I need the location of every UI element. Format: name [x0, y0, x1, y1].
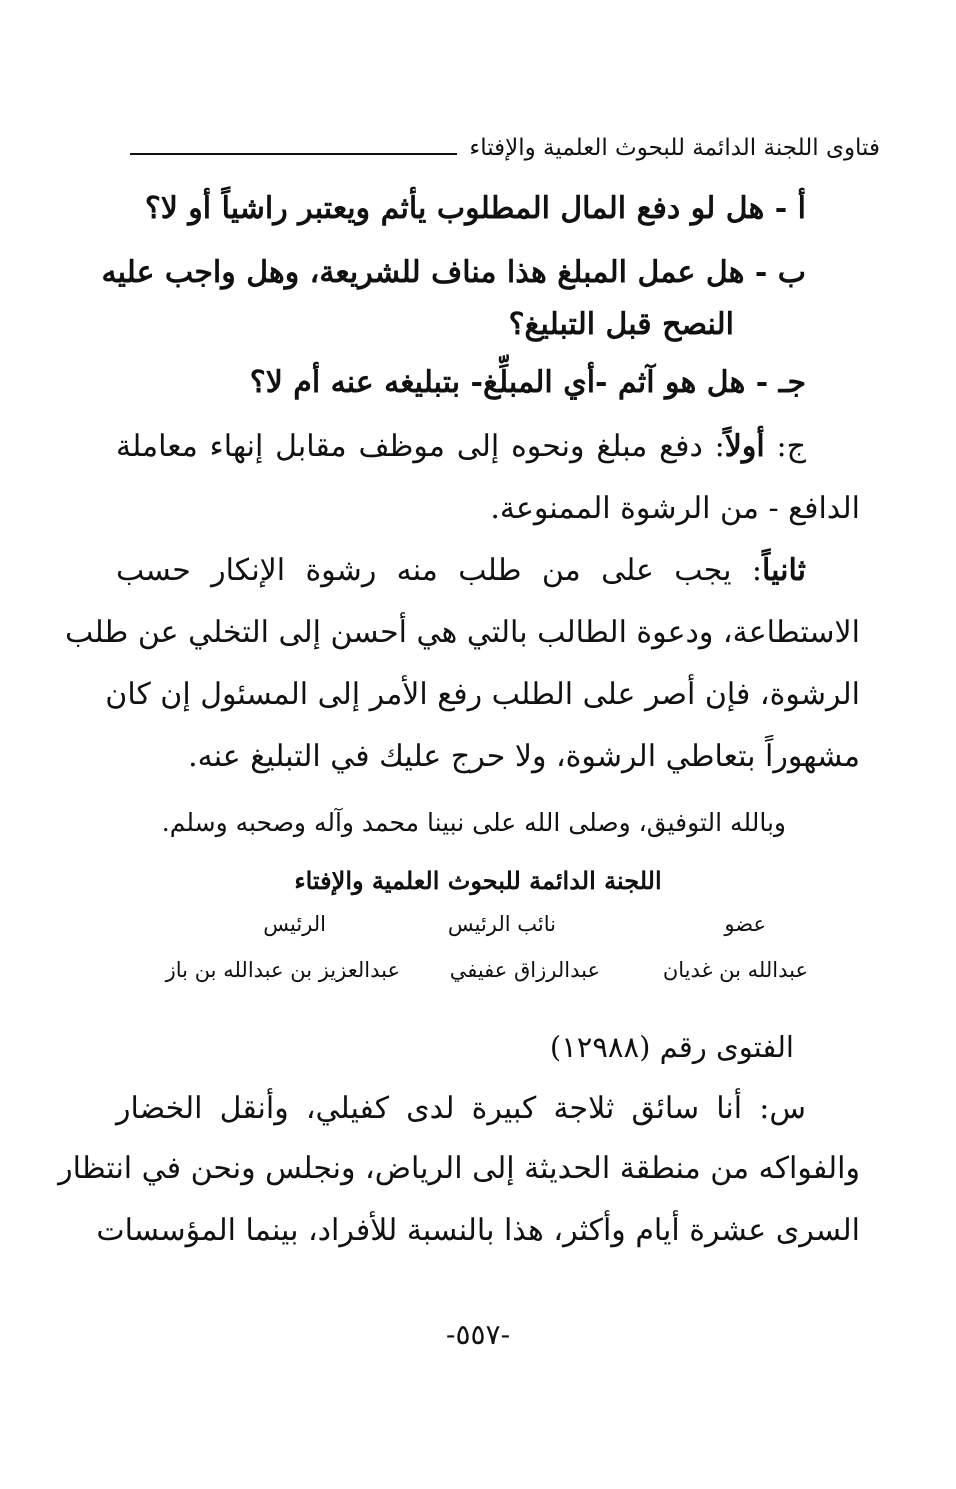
answer-first-line2: الدافع - من الرشوة الممنوعة. — [490, 491, 860, 526]
question-a: أ - هل لو دفع المال المطلوب يأثم ويعتبر راشياً أو لا؟ — [144, 191, 806, 226]
answer-second-text: : يجب على من طلب منه رشوة الإنكار حسب — [116, 553, 762, 588]
answer-first-text: : دفع مبلغ ونحوه إلى موظف مقابل إنهاء معاملة — [116, 429, 725, 464]
answer-second-line1 — [116, 548, 806, 594]
running-header — [130, 128, 880, 168]
question-line3: السرى عشرة أيام وأكثر، هذا بالنسبة للأفراد، بينما المؤسسات — [96, 1213, 860, 1248]
page-number: -٥٥٧- — [445, 1318, 511, 1351]
signatory-role-president: الرئيس — [263, 912, 326, 936]
question-b-continued: النصح قبل التبليغ؟ — [508, 307, 734, 342]
header-rule — [130, 153, 457, 155]
signatory-name-vice-president: عبدالرزاق عفيفي — [449, 958, 600, 982]
signatory-name-president: عبدالعزيز بن عبدالله بن باز — [165, 958, 400, 982]
question-line1: س: أنا سائق ثلاجة كبيرة لدى كفيلي، وأنقل الخضار — [116, 1091, 806, 1126]
signatory-role-member: عضو — [724, 912, 766, 936]
answer-first-line1 — [116, 424, 806, 470]
answer-second-heading: ثانياً — [761, 553, 806, 588]
answer-second-line3: الرشوة، فإن أصر على الطلب رفع الأمر إلى المسئول إن كان — [105, 677, 860, 712]
answer-second-line2: الاستطاعة، ودعوة الطالب بالتي هي أحسن إلى التخلي عن طلب — [65, 615, 860, 650]
signatory-role-vice-president: نائب الرئيس — [447, 912, 556, 936]
header-title: فتاوى اللجنة الدائمة للبحوث العلمية والإفتاء — [469, 135, 880, 161]
question-line2: والفواكه من منطقة الحديثة إلى الرياض، ونجلس ونحن في انتظار — [58, 1151, 860, 1186]
fatwa-number: الفتوى رقم (١٢٩٨٨) — [549, 1030, 794, 1064]
answer-second-line4: مشهوراً بتعاطي الرشوة، ولا حرج عليك في التبليغ عنه. — [188, 739, 860, 774]
question-b: ب - هل عمل المبلغ هذا مناف للشريعة، وهل واجب عليه — [101, 255, 806, 290]
closing-formula: وبالله التوفيق، وصلى الله على نبينا محمد وآله وصحبه وسلم. — [161, 808, 786, 837]
signatory-name-member: عبدالله بن غديان — [662, 958, 808, 982]
committee-title: اللجنة الدائمة للبحوث العلمية والإفتاء — [294, 866, 662, 895]
question-c: جـ - هل هو آثم -أي المبلِّغ- بتبليغه عنه أم لا؟ — [249, 365, 806, 400]
answer-first-heading: أولاً — [724, 429, 765, 464]
answer-label: ج: — [764, 429, 806, 464]
